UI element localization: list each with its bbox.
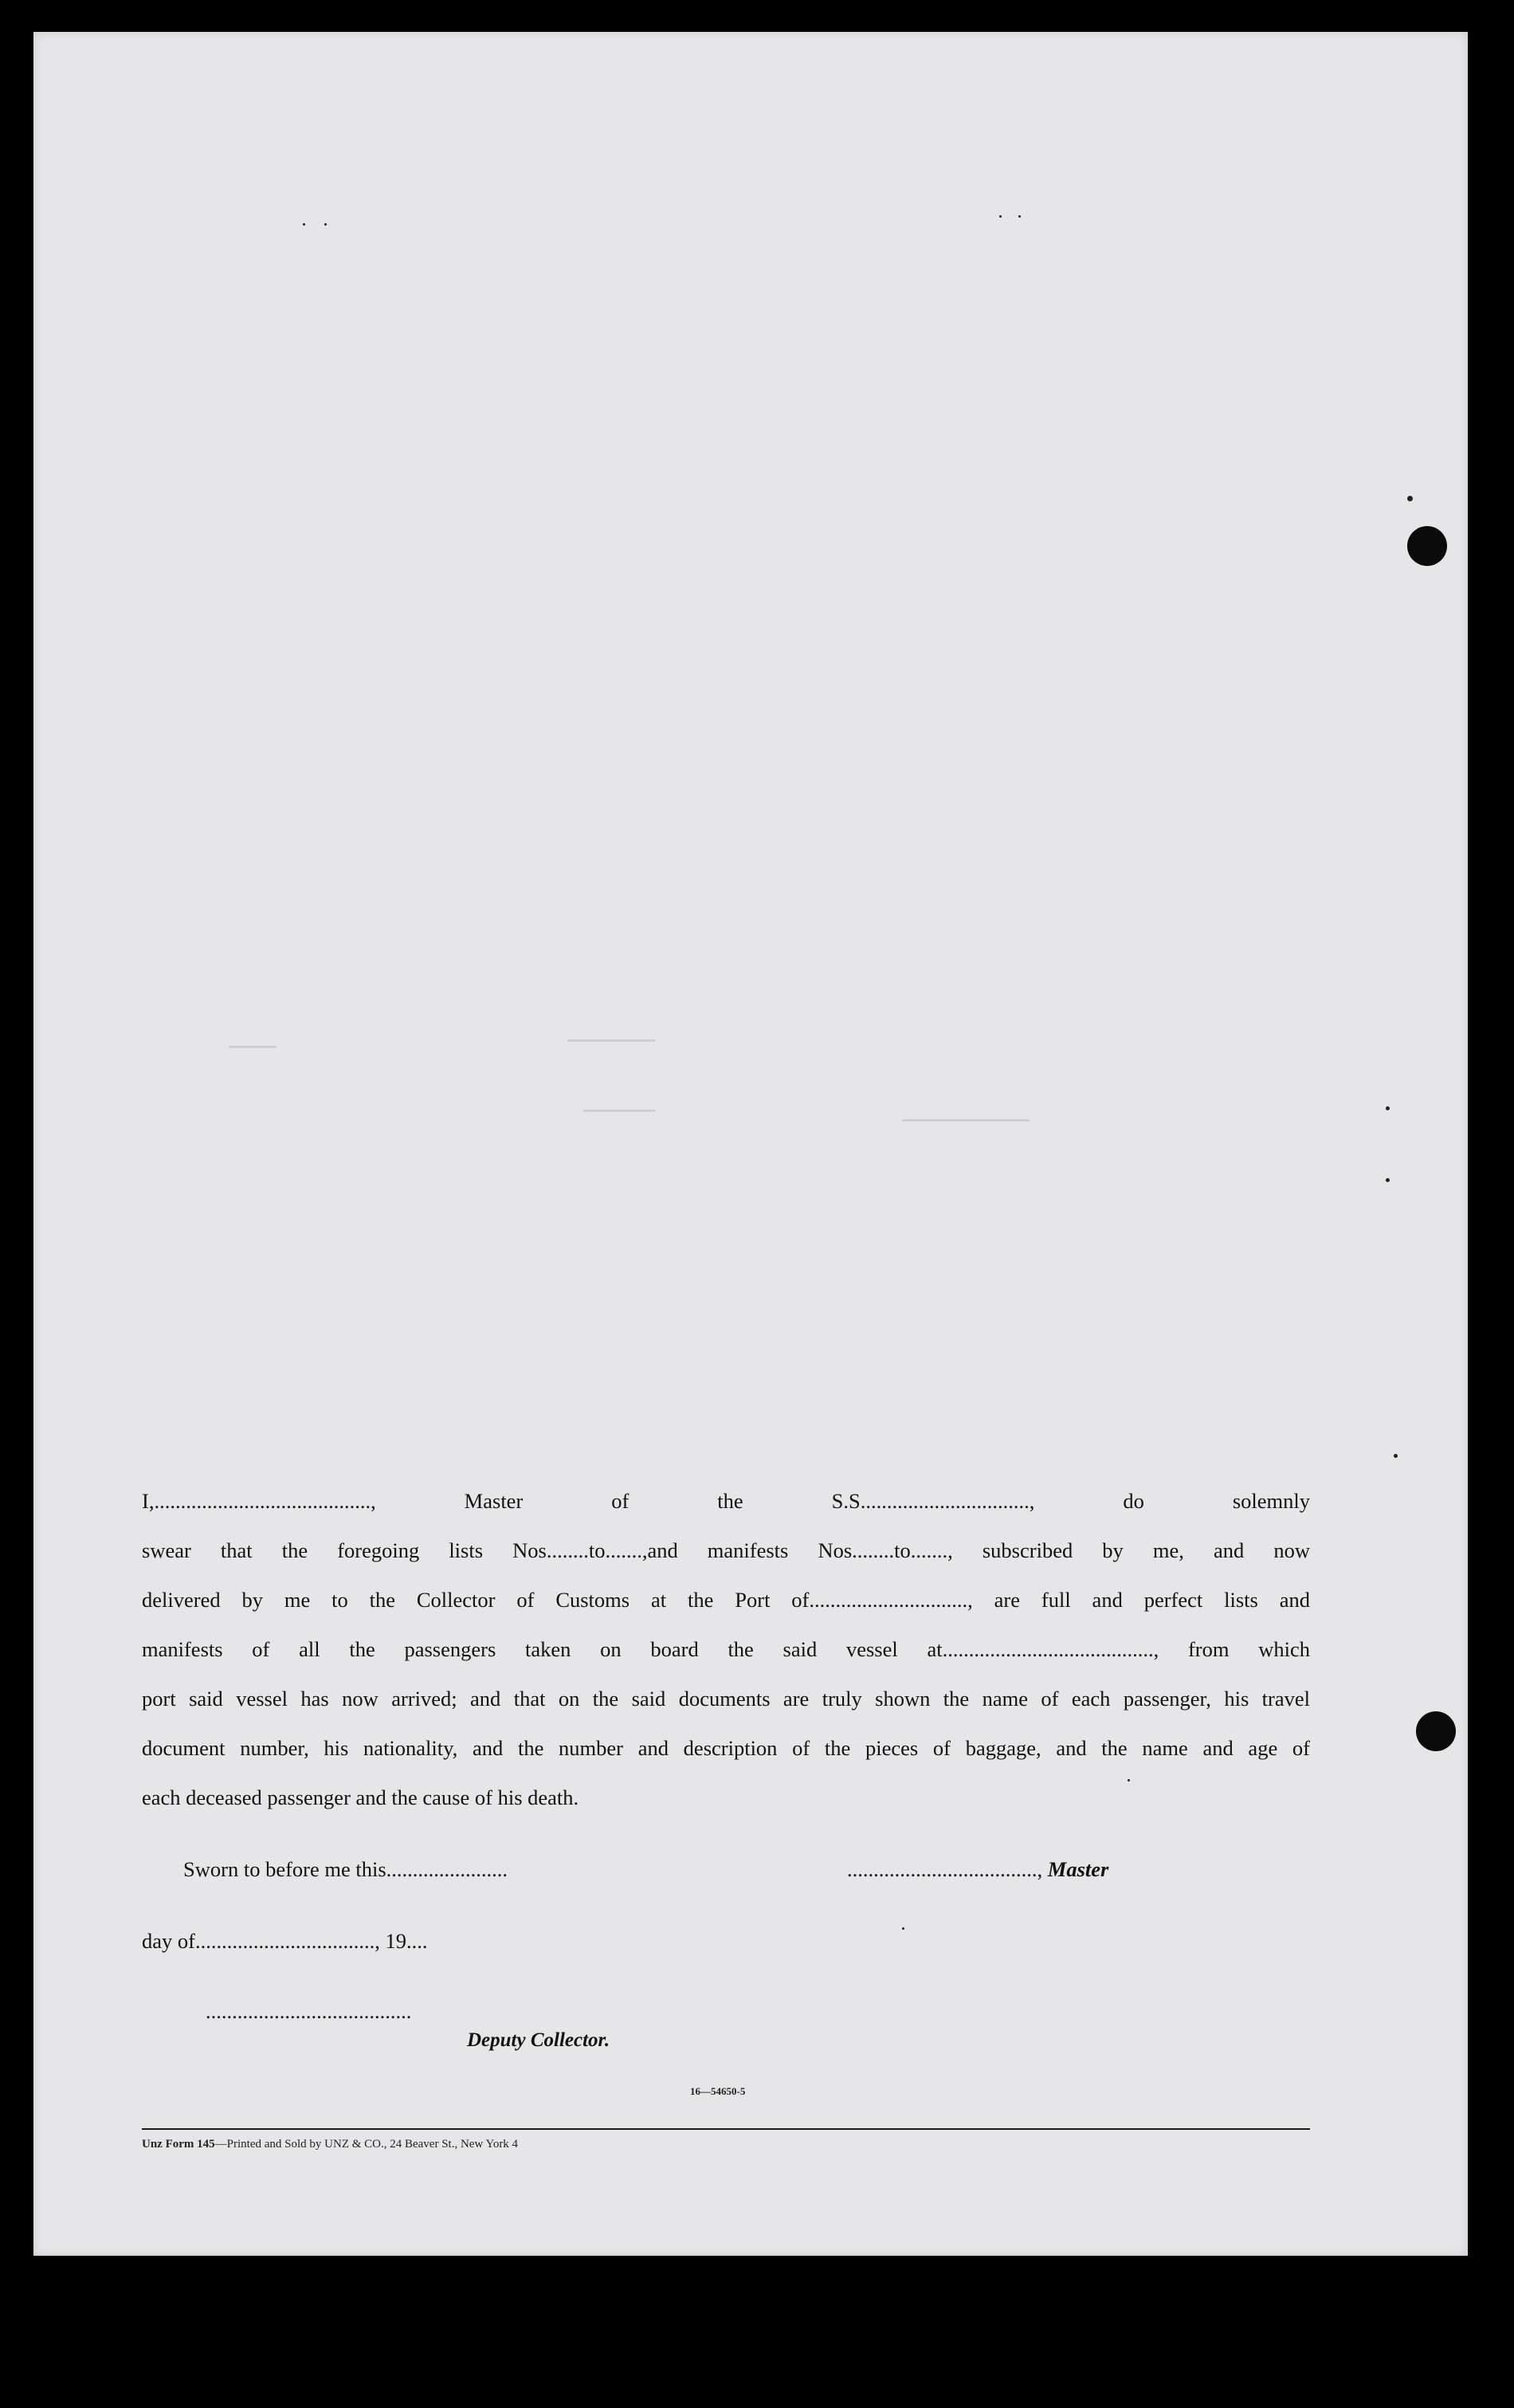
oath-line: I,........................................., Master of the S.S................................, do solemnly xyxy=(142,1489,1310,1513)
oath-line: swear that the foregoing lists Nos........to.......,and manifests Nos........to......., subscribed by me, and now xyxy=(142,1538,1310,1562)
speck xyxy=(999,215,1002,218)
speck xyxy=(1407,496,1413,501)
sworn-line: Sworn to before me this....................... xyxy=(183,1857,508,1881)
faint-mark xyxy=(567,1039,655,1042)
deputy-dots: ....................................... xyxy=(206,1999,412,2023)
footer-rule xyxy=(142,2128,1310,2130)
faint-mark xyxy=(902,1119,1030,1122)
day-line: day of.................................., 19.... xyxy=(142,1929,428,1953)
oath-paragraph xyxy=(142,1476,1310,1822)
master-label: Master xyxy=(1047,1857,1109,1881)
speck xyxy=(1386,1178,1390,1182)
printer-form: Unz Form 145 xyxy=(142,2138,215,2151)
oath-line: document number, his nationality, and the number and description of the pieces of baggage, and the name and age of xyxy=(142,1736,1310,1760)
speck xyxy=(303,223,305,226)
speck xyxy=(1386,1106,1390,1110)
oath-line: port said vessel has now arrived; and that on the said documents are truly shown the name of each passenger, his travel xyxy=(142,1687,1310,1711)
speck xyxy=(324,223,327,226)
master-signature-line xyxy=(847,1857,1108,1882)
speck xyxy=(1018,215,1021,218)
punch-hole xyxy=(1407,526,1447,566)
speck xyxy=(902,1927,904,1930)
deputy-collector-label: Deputy Collector. xyxy=(467,2029,610,2051)
oath-line: manifests of all the passengers taken on board the said vessel at........................................, from which xyxy=(142,1637,1310,1661)
speck xyxy=(1394,1454,1398,1458)
oath-line: each deceased passenger and the cause of his death. xyxy=(142,1785,579,1809)
faint-mark xyxy=(229,1046,277,1048)
form-number: 16—54650-5 xyxy=(690,2085,746,2097)
document-page xyxy=(33,32,1468,2256)
faint-mark xyxy=(583,1110,655,1112)
printer-rest: —Printed and Sold by UNZ & CO., 24 Beaver St., New York 4 xyxy=(214,2138,519,2151)
printer-imprint xyxy=(142,2138,518,2151)
master-dots: ...................................., xyxy=(847,1857,1043,1881)
punch-hole xyxy=(1416,1711,1456,1751)
oath-line: delivered by me to the Collector of Customs at the Port of.............................., are full and perfect lists and xyxy=(142,1588,1310,1612)
